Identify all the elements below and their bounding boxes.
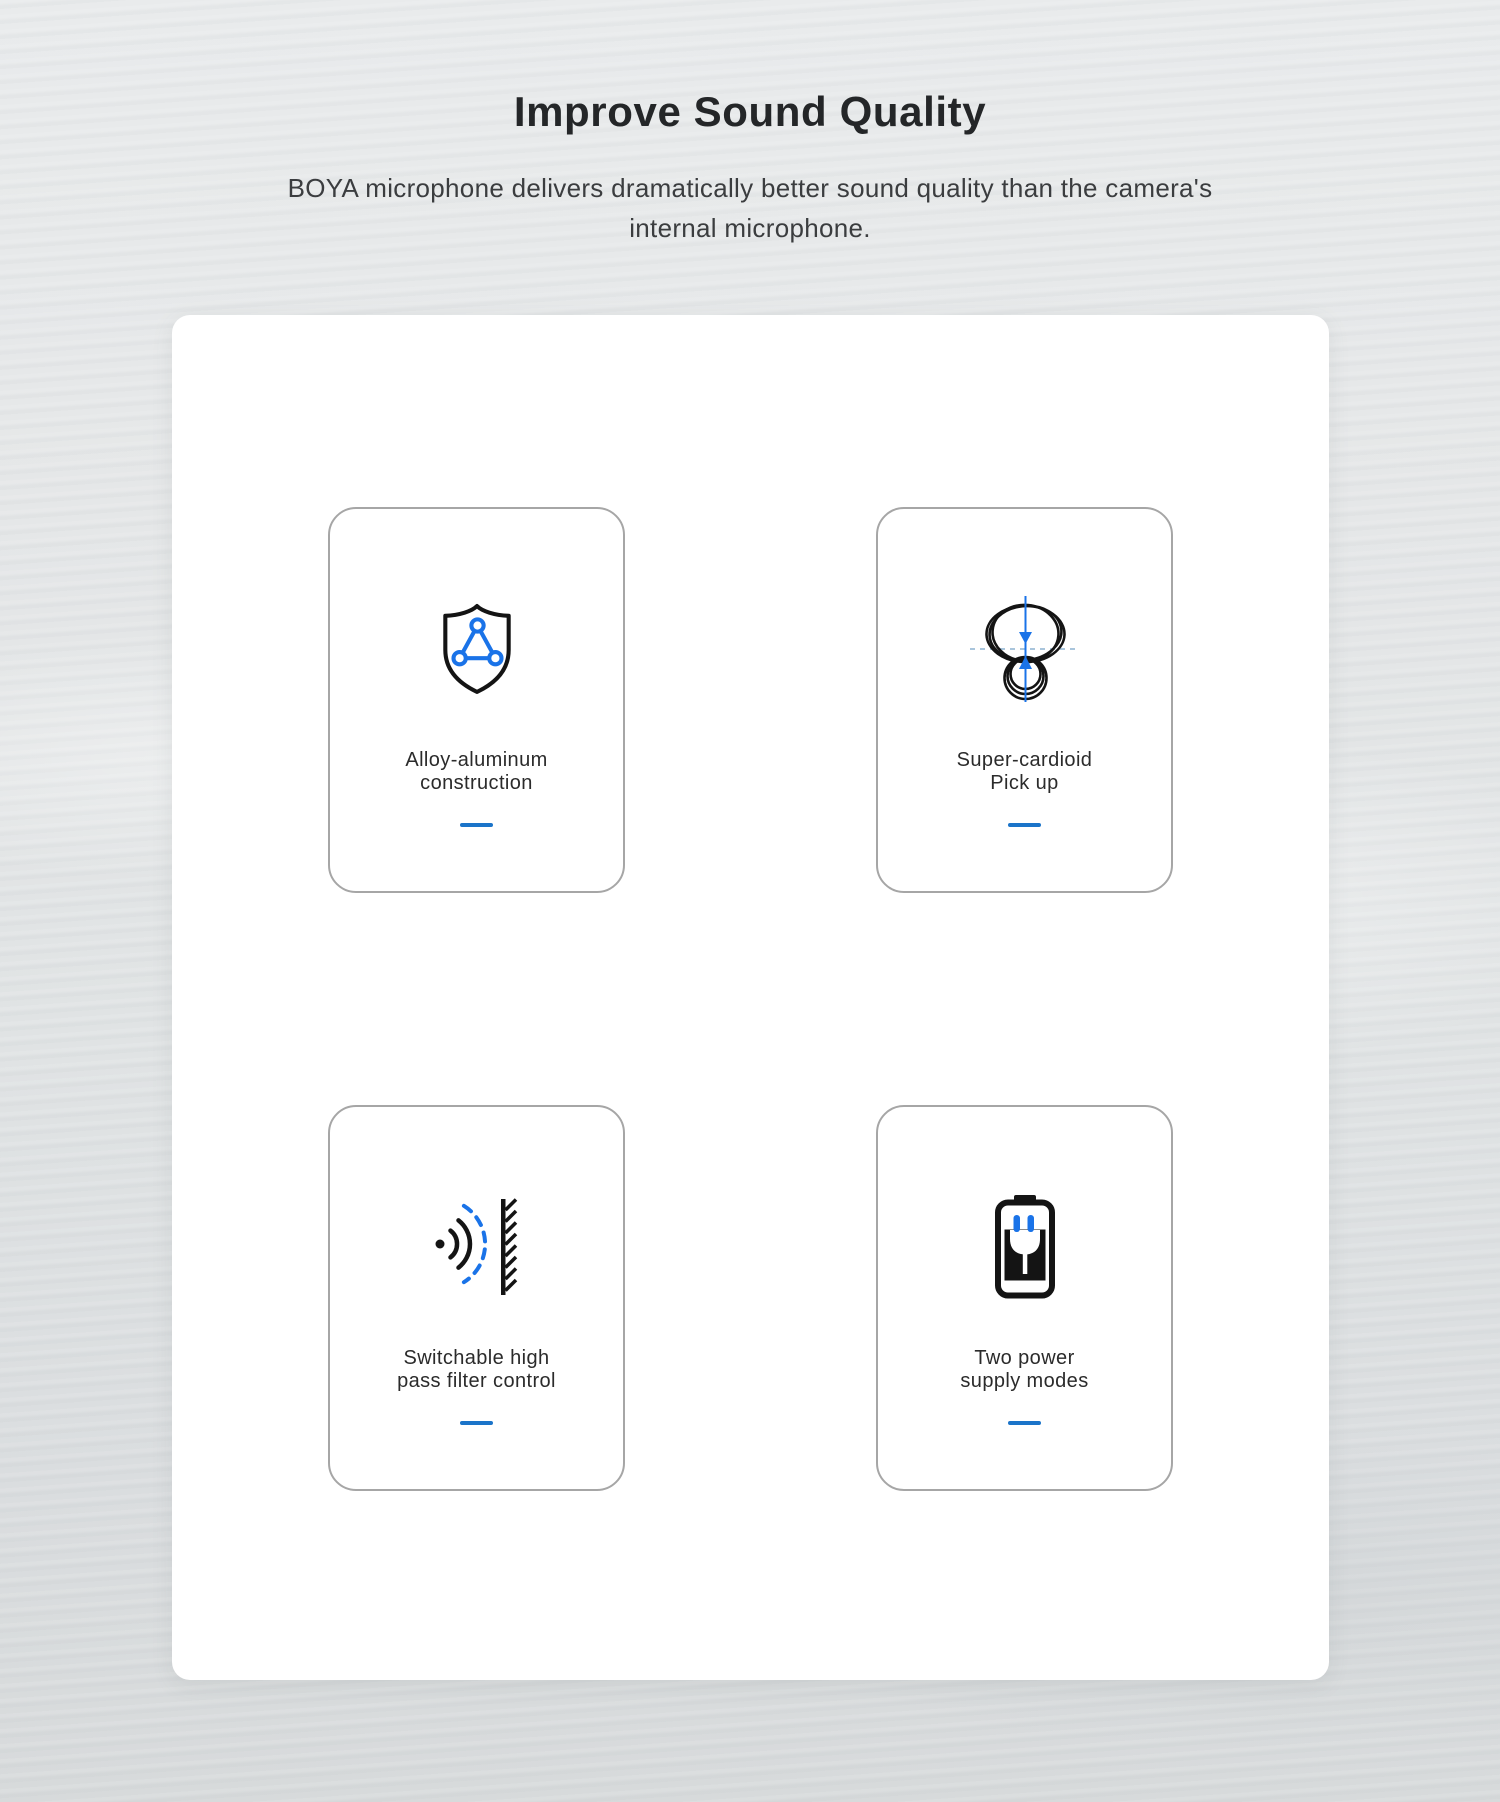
shield-triangle-icon [438,569,516,729]
feature-label-line1: Two power [974,1347,1075,1369]
cardioid-pattern-icon [969,569,1081,729]
feature-label-line2: pass filter control [397,1370,556,1392]
accent-dash [1008,823,1041,827]
accent-dash [460,1421,493,1425]
feature-label [397,1347,556,1393]
feature-card-supercardioid-pickup [876,507,1173,893]
page-title: Improve Sound Quality [513,88,987,135]
accent-dash [1008,1421,1041,1425]
page-subtitle-line1: BOYA microphone delivers dramatically better sound quality than the camera's [287,173,1213,203]
page-subtitle-line2: internal microphone. [629,213,871,243]
feature-card-high-pass-filter [328,1105,625,1491]
page-subtitle [0,168,1500,248]
accent-dash [460,823,493,827]
feature-label-line1: Super-cardioid [956,749,1093,771]
features-panel [172,315,1329,1680]
feature-label-line1: Switchable high [403,1347,550,1369]
feature-label-line1: Alloy-aluminum [405,749,548,771]
feature-label [960,1347,1088,1393]
feature-label [957,749,1093,795]
feature-label-line2: construction [420,772,533,794]
feature-label [405,749,547,795]
sound-wave-filter-icon [433,1167,521,1327]
feature-card-power-supply [876,1105,1173,1491]
feature-label-line2: Pick up [990,772,1059,794]
battery-plug-icon [994,1167,1056,1327]
feature-card-alloy-construction [328,507,625,893]
feature-label-line2: supply modes [960,1370,1089,1392]
